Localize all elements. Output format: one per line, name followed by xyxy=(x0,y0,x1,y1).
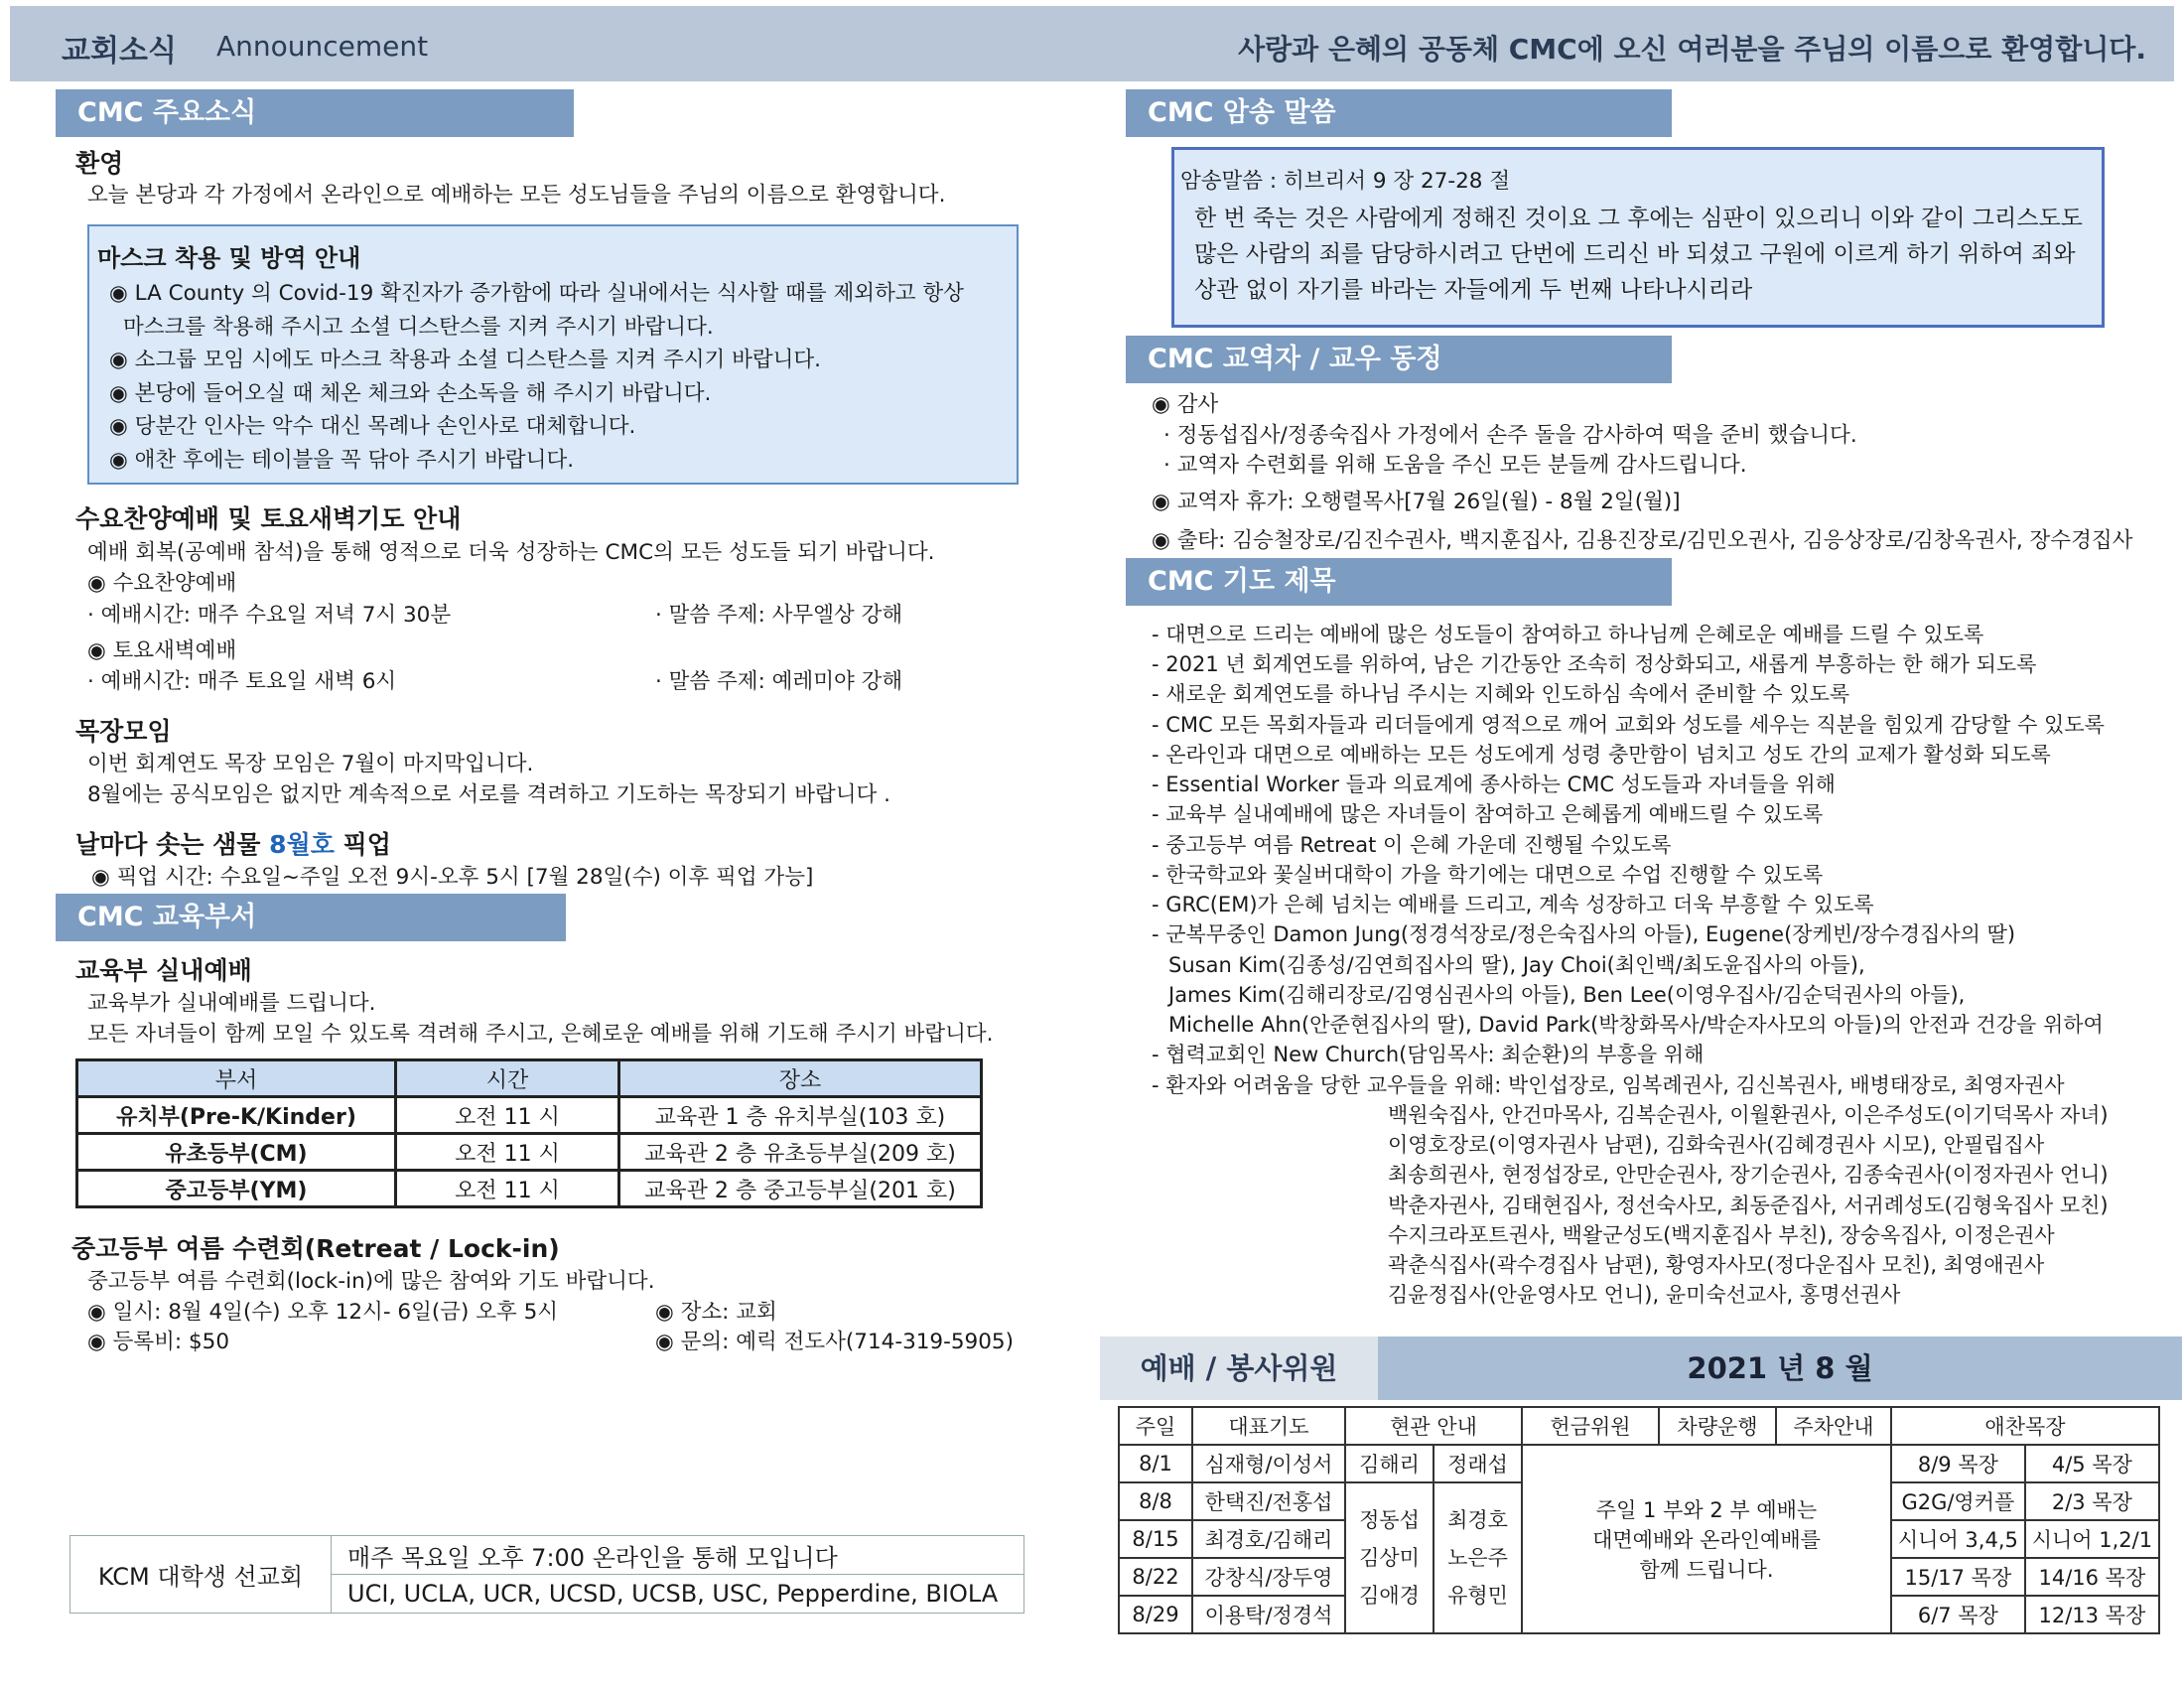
table-cell: 중고등부(YM) xyxy=(77,1171,396,1207)
meal-cell: 15/17 목장 xyxy=(1891,1558,2025,1596)
memory-line: 상관 없이 자기를 바라는 자들에게 두 번째 나타나시리라 xyxy=(1194,277,1753,303)
header-welcome: 사랑과 은혜의 공동체 CMC에 오신 여러분을 주님의 이름으로 환영합니다. xyxy=(1238,33,2146,66)
header-category: 교회소식 xyxy=(62,34,177,69)
section-memory-verse: CMC 암송 말씀 xyxy=(1126,89,1672,137)
meal-cell: 12/13 목장 xyxy=(2025,1596,2159,1633)
date-cell: 8/22 xyxy=(1119,1558,1192,1596)
notice-line: 함께 드립니다. xyxy=(1639,1558,1774,1582)
usher-cell: 김해리 xyxy=(1345,1445,1433,1482)
meal-cell: 8/9 목장 xyxy=(1891,1445,2025,1482)
table-row xyxy=(1119,1445,2159,1482)
service-label: 예배 / 봉사위원 xyxy=(1100,1336,1378,1400)
retreat-heading: 중고등부 여름 수련회(Retreat / Lock-in) xyxy=(71,1234,560,1263)
retreat-fee: ◉ 등록비: $50 xyxy=(87,1330,230,1354)
table-row xyxy=(77,1097,982,1134)
service-month: 2021 년 8 월 xyxy=(1687,1351,1873,1385)
spring-heading-a: 날마다 솟는 샘물 xyxy=(75,830,270,859)
mask-line: ◉ 소그룹 모임 시에도 마스크 착용과 소셜 디스탄스를 지켜 주시기 바랍니다. xyxy=(109,348,822,372)
retreat-place: ◉ 장소: 교회 xyxy=(655,1300,777,1325)
prayer-item: - GRC(EM)가 은혜 넘치는 예배를 드리고, 계속 성장하고 더욱 부흥할 수 있도록 xyxy=(1152,893,1874,916)
date-cell: 8/29 xyxy=(1119,1596,1192,1633)
cell-line2: 8월에는 공식모임은 없지만 계속적으로 서로를 격려하고 기도하는 목장되기 바랍니다 . xyxy=(87,782,890,807)
table-cell: 유치부(Pre-K/Kinder) xyxy=(77,1097,396,1134)
header-bar xyxy=(10,6,2174,81)
thanks-line: · 정동섭집사/정종숙집사 가정에서 손주 돌을 감사하여 떡을 준비 했습니다. xyxy=(1163,423,1857,448)
table-header: 주차안내 xyxy=(1776,1407,1891,1445)
spring-heading xyxy=(75,825,391,861)
mask-line: ◉ LA County 의 Covid-19 확진자가 증가함에 따라 실내에서는 식사할 때를 제외하고 항상 xyxy=(109,281,964,306)
memory-verse-box xyxy=(1171,147,2105,328)
prayer-item: - 2021 년 회계연도를 위하여, 남은 기간동안 조속히 정상화되고, 새롭게 부흥하는 한 해가 되도록 xyxy=(1152,652,2037,676)
table-header: 주일 xyxy=(1119,1407,1192,1445)
table-header: 헌금위원 xyxy=(1522,1407,1659,1445)
memory-line: 한 번 죽는 것은 사람에게 정해진 것이요 그 후에는 심판이 있으리니 이와 같이 그리스도도 xyxy=(1194,206,2083,231)
date-cell: 8/15 xyxy=(1119,1520,1192,1558)
table-cell: 교육관 2 층 중고등부실(201 호) xyxy=(619,1171,982,1207)
prayer-cell: 이용탁/정경석 xyxy=(1192,1596,1345,1633)
edu-line1: 교육부가 실내예배를 드립니다. xyxy=(87,991,376,1016)
prayer-item: 박춘자권사, 김태현집사, 정선숙사모, 최동준집사, 서귀례성도(김형욱집사 모친) xyxy=(1388,1194,2109,1217)
thanks-line: · 교역자 수련회를 위해 도움을 주신 모든 분들께 감사드립니다. xyxy=(1163,453,1747,478)
table-cell: 유초등부(CM) xyxy=(77,1134,396,1171)
meal-cell: 14/16 목장 xyxy=(2025,1558,2159,1596)
prayer-item: - 중고등부 여름 Retreat 이 은혜 가운데 진행될 수있도록 xyxy=(1152,833,1672,857)
worship-intro: 예배 회복(공예배 참석)을 통해 영적으로 더욱 성장하는 CMC의 모든 성도들 되기 바랍니다. xyxy=(87,540,935,565)
table-header: 대표기도 xyxy=(1192,1407,1345,1445)
prayer-cell: 최경호/김해리 xyxy=(1192,1520,1345,1558)
meal-cell: 4/5 목장 xyxy=(2025,1445,2159,1482)
notice-line: 대면예배와 온라인예배를 xyxy=(1592,1528,1821,1552)
usher-name: 노은주 xyxy=(1447,1546,1508,1570)
table-cell: 오전 11 시 xyxy=(396,1171,619,1207)
cell-heading: 목장모임 xyxy=(75,717,172,746)
table-cell: 교육관 1 층 유치부실(103 호) xyxy=(619,1097,982,1134)
prayer-item: 수지크라포트권사, 백왈군성도(백지훈집사 부친), 장숭옥집사, 이정은권사 xyxy=(1388,1223,2055,1247)
table-header-row xyxy=(77,1060,982,1097)
kcm-name: KCM 대학생 선교회 xyxy=(70,1536,332,1614)
worship-heading: 수요찬양예배 및 토요새벽기도 안내 xyxy=(75,504,462,533)
retreat-date: ◉ 일시: 8월 4일(수) 오후 12시- 6일(금) 오후 5시 xyxy=(87,1300,559,1325)
vacation-line: ◉ 교역자 휴가: 오행렬목사[7월 26일(월) - 8월 2일(월)] xyxy=(1152,490,1681,514)
retreat-contact: ◉ 문의: 예릭 전도사(714-319-5905) xyxy=(655,1330,1014,1354)
prayer-item: 곽춘식집사(곽수경집사 남편), 황영자사모(정다운집사 모친), 최영애권사 xyxy=(1388,1253,2045,1277)
usher-cell: 정래섭 xyxy=(1433,1445,1522,1482)
table-row xyxy=(77,1134,982,1171)
prayer-item: - 한국학교와 꽃실버대학이 가을 학기에는 대면으로 수업 진행할 수 있도록 xyxy=(1152,863,1824,887)
kcm-box xyxy=(69,1535,1024,1614)
wed-topic: · 말씀 주제: 사무엘상 강해 xyxy=(655,603,903,628)
kcm-line1: 매주 목요일 오후 7:00 온라인을 통해 모입니다 xyxy=(332,1536,1024,1575)
header-subtitle: Announcement xyxy=(216,30,429,63)
memory-ref: 암송말씀 : 히브리서 9 장 27-28 절 xyxy=(1180,169,1511,194)
welcome-text: 오늘 본당과 각 가정에서 온라인으로 예배하는 모든 성도님들을 주님의 이름으로 환영합니다. xyxy=(87,183,946,208)
prayer-item: Michelle Ahn(안준현집사의 딸), David Park(박창화목사/박순자사모의 아들)의 안전과 건강을 위하여 xyxy=(1168,1013,2104,1037)
memory-line: 많은 사람의 죄를 담당하시려고 단번에 드리신 바 되셨고 구원에 이르게 하기 위하여 죄와 xyxy=(1194,241,2076,267)
wed-time: · 예배시간: 매주 수요일 저녁 7시 30분 xyxy=(87,603,452,628)
service-notice xyxy=(1522,1445,1891,1633)
table-header: 시간 xyxy=(396,1060,619,1097)
meal-cell: 2/3 목장 xyxy=(2025,1482,2159,1520)
table-header: 부서 xyxy=(77,1060,396,1097)
usher-name: 김애경 xyxy=(1359,1584,1420,1608)
spring-heading-issue: 8월호 xyxy=(269,830,335,859)
prayer-item: Susan Kim(김종성/김연희집사의 딸), Jay Choi(최인백/최도윤집사의 아들), xyxy=(1168,953,1865,977)
sat-time: · 예배시간: 매주 토요일 새벽 6시 xyxy=(87,669,397,694)
edu-heading: 교육부 실내예배 xyxy=(75,956,252,985)
prayer-item: 김윤정집사(안윤영사모 언니), 윤미숙선교사, 홍명선권사 xyxy=(1388,1283,1901,1307)
prayer-cell: 강창식/장두영 xyxy=(1192,1558,1345,1596)
usher-cell xyxy=(1345,1482,1433,1633)
table-cell: 교육관 2 층 유초등부실(209 호) xyxy=(619,1134,982,1171)
date-cell: 8/8 xyxy=(1119,1482,1192,1520)
service-bar xyxy=(1100,1336,2182,1400)
prayer-item: - Essential Worker 들과 의료계에 종사하는 CMC 성도들과 자녀들을 위해 xyxy=(1152,773,1836,796)
table-header: 장소 xyxy=(619,1060,982,1097)
prayer-item: - 새로운 회계연도를 하나님 주시는 지혜와 인도하심 속에서 준비할 수 있도록 xyxy=(1152,682,1850,706)
table-cell: 오전 11 시 xyxy=(396,1097,619,1134)
prayer-cell: 심재형/이성서 xyxy=(1192,1445,1345,1482)
prayer-item: James Kim(김해리장로/김영심권사의 아들), Ben Lee(이영우집사/김순덕권사의 아들), xyxy=(1168,983,1966,1007)
service-table xyxy=(1118,1406,2160,1634)
usher-name: 정동섭 xyxy=(1359,1508,1420,1532)
welcome-heading: 환영 xyxy=(75,149,124,178)
prayer-item: 이영호장로(이영자권사 남편), 김화숙권사(김혜경권사 시모), 안필립집사 xyxy=(1388,1133,2045,1157)
date-cell: 8/1 xyxy=(1119,1445,1192,1482)
cell-line1: 이번 회계연도 목장 모임은 7월이 마지막입니다. xyxy=(87,752,534,776)
mask-line: ◉ 본당에 들어오실 때 체온 체크와 손소독을 해 주시기 바랍니다. xyxy=(109,381,712,406)
section-main-news: CMC 주요소식 xyxy=(56,89,574,137)
usher-name: 유형민 xyxy=(1447,1584,1508,1608)
meal-cell: G2G/영커플 xyxy=(1891,1482,2025,1520)
section-prayer: CMC 기도 제목 xyxy=(1126,558,1672,606)
section-member-news: CMC 교역자 / 교우 동정 xyxy=(1126,336,1672,383)
mask-line: ◉ 애찬 후에는 테이블을 꼭 닦아 주시기 바랍니다. xyxy=(109,448,575,473)
thanks-title: ◉ 감사 xyxy=(1152,392,1219,417)
mask-notice-box xyxy=(87,224,1019,485)
sat-title: ◉ 토요새벽예배 xyxy=(87,638,237,663)
table-row xyxy=(77,1171,982,1207)
sat-topic: · 말씀 주제: 예레미야 강해 xyxy=(655,669,903,694)
spring-line: ◉ 픽업 시간: 수요일~주일 오전 9시-오후 5시 [7월 28일(수) 이후 픽업 가능] xyxy=(91,865,814,890)
usher-cell xyxy=(1433,1482,1522,1633)
table-header-row xyxy=(1119,1407,2159,1445)
mask-line: ◉ 당분간 인사는 악수 대신 목례나 손인사로 대체합니다. xyxy=(109,414,636,439)
edu-schedule-table xyxy=(75,1058,983,1208)
usher-name: 최경호 xyxy=(1447,1508,1508,1532)
prayer-item: 백원숙집사, 안건마목사, 김복순권사, 이월환권사, 이은주성도(이기덕목사 자녀) xyxy=(1388,1103,2109,1127)
spring-heading-c: 픽업 xyxy=(334,830,391,859)
prayer-item: - 환자와 어려움을 당한 교우들을 위해: 박인섭장로, 임복례권사, 김신복권사, 배병태장로, 최영자권사 xyxy=(1152,1073,2065,1097)
prayer-item: - 대면으로 드리는 예배에 많은 성도들이 참여하고 하나님께 은혜로운 예배를 드릴 수 있도록 xyxy=(1152,623,1984,646)
mask-line: 마스크를 착용해 주시고 소셜 디스탄스를 지켜 주시기 바랍니다. xyxy=(123,315,714,340)
prayer-item: - 군복무중인 Damon Jung(정경석장로/정은숙집사의 아들), Eugene(장케빈/장수경집사의 딸) xyxy=(1152,922,2016,946)
prayer-item: - 협력교회인 New Church(담임목사: 최순환)의 부흥을 위해 xyxy=(1152,1043,1705,1066)
prayer-cell: 한택진/전홍섭 xyxy=(1192,1482,1345,1520)
kcm-line2: UCI, UCLA, UCR, UCSD, UCSB, USC, Pepperdine, BIOLA xyxy=(332,1575,1024,1614)
table-cell: 오전 11 시 xyxy=(396,1134,619,1171)
table-header: 현관 안내 xyxy=(1345,1407,1522,1445)
meal-cell: 6/7 목장 xyxy=(1891,1596,2025,1633)
prayer-item: - CMC 모든 목회자들과 리더들에게 영적으로 깨어 교회와 성도를 세우는 직분을 힘있게 감당할 수 있도록 xyxy=(1152,713,2105,737)
table-header: 애찬목장 xyxy=(1891,1407,2159,1445)
retreat-line: 중고등부 여름 수련회(lock-in)에 많은 참여와 기도 바랍니다. xyxy=(87,1269,655,1294)
table-header: 차량운행 xyxy=(1659,1407,1776,1445)
section-education: CMC 교육부서 xyxy=(56,894,566,941)
prayer-item: - 교육부 실내예배에 많은 자녀들이 참여하고 은혜롭게 예배드릴 수 있도록 xyxy=(1152,802,1824,826)
edu-line2: 모든 자녀들이 함께 모일 수 있도록 격려해 주시고, 은혜로운 예배를 위해 기도해 주시기 바랍니다. xyxy=(87,1022,994,1047)
usher-name: 김상미 xyxy=(1359,1546,1420,1570)
notice-line: 주일 1 부와 2 부 예배는 xyxy=(1595,1498,1818,1522)
travel-line: ◉ 출타: 김승철장로/김진수권사, 백지훈집사, 김용진장로/김민오권사, 김응상장로/김창옥권사, 장수경집사 xyxy=(1152,528,2133,553)
wed-title: ◉ 수요찬양예배 xyxy=(87,571,237,596)
meal-cell: 시니어 3,4,5 xyxy=(1891,1520,2025,1558)
meal-cell: 시니어 1,2/1 xyxy=(2025,1520,2159,1558)
prayer-item: 최송희권사, 현정섭장로, 안만순권사, 장기순권사, 김종숙권사(이정자권사 언니) xyxy=(1388,1163,2109,1187)
mask-heading: 마스크 착용 및 방역 안내 xyxy=(97,244,361,272)
prayer-item: - 온라인과 대면으로 예배하는 모든 성도에게 성령 충만함이 넘치고 성도 간의 교제가 활성화 되도록 xyxy=(1152,743,2051,767)
